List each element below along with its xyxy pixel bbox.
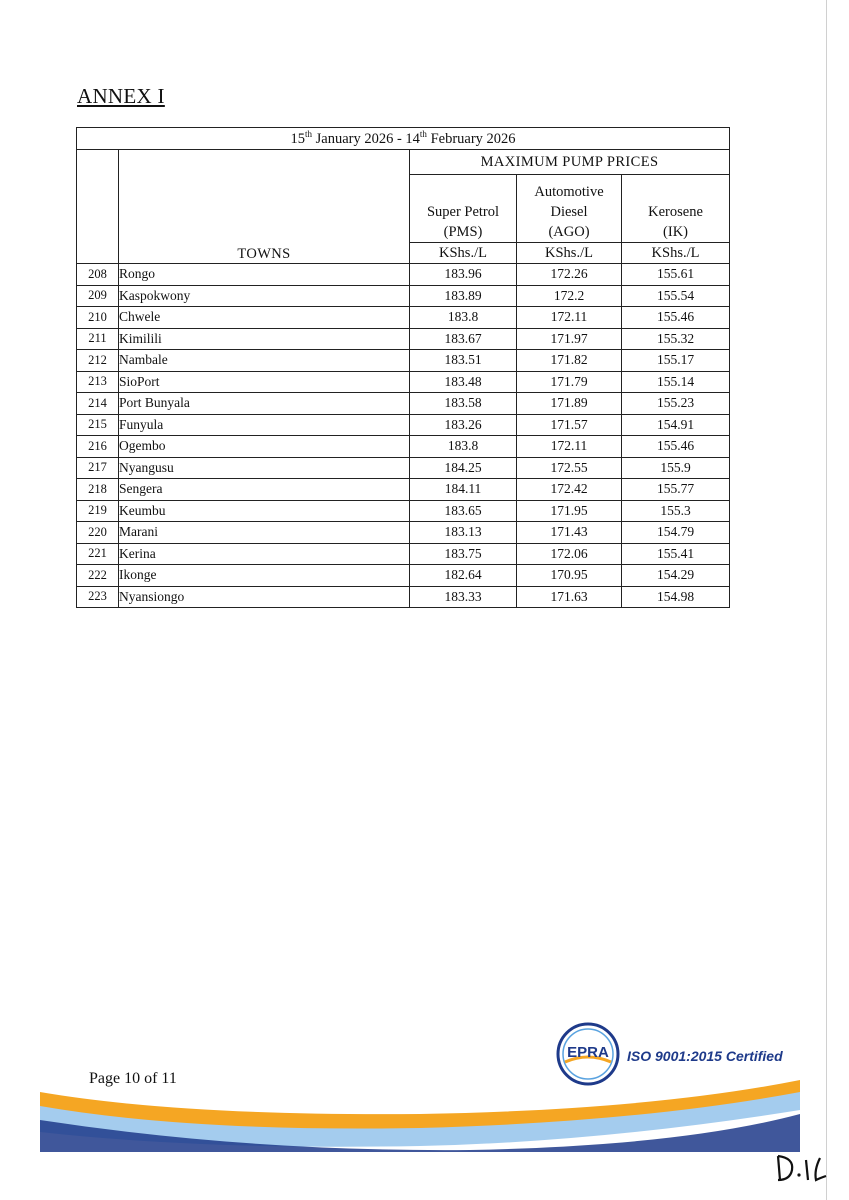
ik-unit: KShs./L (622, 243, 730, 264)
ik-price: 155.9 (622, 457, 730, 479)
row-number: 209 (77, 285, 119, 307)
ik-price: 154.98 (622, 586, 730, 608)
town-name: Port Bunyala (119, 393, 410, 415)
annex-heading: ANNEX I (77, 84, 165, 108)
pms-price: 183.33 (410, 586, 517, 608)
town-name: Ikonge (119, 565, 410, 587)
logo-text: EPRA (567, 1044, 609, 1061)
row-number: 218 (77, 479, 119, 501)
ik-price: 155.46 (622, 436, 730, 458)
ik-price: 155.32 (622, 328, 730, 350)
ik-price: 155.41 (622, 543, 730, 565)
table-row (77, 414, 730, 436)
pms-price: 184.25 (410, 457, 517, 479)
town-name: Kerina (119, 543, 410, 565)
row-number: 216 (77, 436, 119, 458)
pms-price: 183.48 (410, 371, 517, 393)
ago-price: 172.11 (517, 307, 622, 329)
row-number: 221 (77, 543, 119, 565)
row-number: 214 (77, 393, 119, 415)
ago-price: 171.63 (517, 586, 622, 608)
town-name: Funyula (119, 414, 410, 436)
row-number: 212 (77, 350, 119, 372)
handwritten-initials (772, 1150, 832, 1186)
row-number: 220 (77, 522, 119, 544)
ago-price: 171.43 (517, 522, 622, 544)
iso-certification: ISO 9001:2015 Certified (627, 1048, 783, 1064)
towns-header: TOWNS (119, 150, 410, 264)
ik-price: 154.91 (622, 414, 730, 436)
town-name: Chwele (119, 307, 410, 329)
ik-price: 155.54 (622, 285, 730, 307)
pms-price: 183.51 (410, 350, 517, 372)
row-number: 213 (77, 371, 119, 393)
ago-price: 172.06 (517, 543, 622, 565)
pms-price: 183.26 (410, 414, 517, 436)
town-name: Ogembo (119, 436, 410, 458)
ik-price: 155.23 (622, 393, 730, 415)
row-number: 217 (77, 457, 119, 479)
row-number: 211 (77, 328, 119, 350)
pms-price: 183.13 (410, 522, 517, 544)
pms-price: 182.64 (410, 565, 517, 587)
ago-price: 172.2 (517, 285, 622, 307)
ago-column-header: Automotive Diesel (AGO) (517, 175, 622, 243)
ago-price: 171.82 (517, 350, 622, 372)
ik-price: 155.46 (622, 307, 730, 329)
town-name: Nambale (119, 350, 410, 372)
ago-price: 172.26 (517, 264, 622, 286)
town-name: SioPort (119, 371, 410, 393)
row-number: 210 (77, 307, 119, 329)
ago-price: 171.97 (517, 328, 622, 350)
pms-price: 184.11 (410, 479, 517, 501)
town-name: Marani (119, 522, 410, 544)
town-name: Nyansiongo (119, 586, 410, 608)
pms-price: 183.96 (410, 264, 517, 286)
pms-price: 183.65 (410, 500, 517, 522)
pms-price: 183.75 (410, 543, 517, 565)
ago-price: 172.42 (517, 479, 622, 501)
town-name: Nyangusu (119, 457, 410, 479)
ik-price: 154.29 (622, 565, 730, 587)
pms-price: 183.67 (410, 328, 517, 350)
ago-price: 171.57 (517, 414, 622, 436)
table-row (77, 565, 730, 587)
table-row (77, 285, 730, 307)
table-row (77, 522, 730, 544)
pms-price: 183.89 (410, 285, 517, 307)
pms-price: 183.8 (410, 436, 517, 458)
table-row (77, 479, 730, 501)
table-row (77, 393, 730, 415)
ago-price: 171.79 (517, 371, 622, 393)
table-row (77, 264, 730, 286)
ik-price: 155.3 (622, 500, 730, 522)
pms-price: 183.58 (410, 393, 517, 415)
table-row (77, 543, 730, 565)
period-header: 15th January 2026 - 14th February 2026 (77, 128, 730, 150)
ago-price: 171.89 (517, 393, 622, 415)
ago-price: 172.11 (517, 436, 622, 458)
row-number: 222 (77, 565, 119, 587)
ik-price: 155.17 (622, 350, 730, 372)
town-name: Sengera (119, 479, 410, 501)
pump-prices-table (76, 127, 730, 608)
ik-price: 155.61 (622, 264, 730, 286)
ago-price: 171.95 (517, 500, 622, 522)
table-row (77, 328, 730, 350)
town-name: Kimilili (119, 328, 410, 350)
page-number: Page 10 of 11 (89, 1070, 177, 1087)
pms-column-header: Super Petrol (PMS) (410, 175, 517, 243)
row-number: 215 (77, 414, 119, 436)
number-column-header (77, 150, 119, 264)
row-number: 208 (77, 264, 119, 286)
table-row (77, 457, 730, 479)
row-number: 219 (77, 500, 119, 522)
table-row (77, 350, 730, 372)
row-number: 223 (77, 586, 119, 608)
ik-price: 154.79 (622, 522, 730, 544)
ago-price: 170.95 (517, 565, 622, 587)
table-row (77, 371, 730, 393)
town-name: Rongo (119, 264, 410, 286)
town-name: Kaspokwony (119, 285, 410, 307)
town-name: Keumbu (119, 500, 410, 522)
ago-unit: KShs./L (517, 243, 622, 264)
pms-price: 183.8 (410, 307, 517, 329)
ago-price: 172.55 (517, 457, 622, 479)
ik-column-header: Kerosene (IK) (622, 175, 730, 243)
table-row (77, 307, 730, 329)
pms-unit: KShs./L (410, 243, 517, 264)
table-row (77, 586, 730, 608)
page-edge-line (826, 0, 827, 1200)
max-pump-prices-header: MAXIMUM PUMP PRICES (410, 150, 730, 175)
ik-price: 155.14 (622, 371, 730, 393)
table-row (77, 500, 730, 522)
footer-wave (0, 1070, 849, 1160)
ik-price: 155.77 (622, 479, 730, 501)
table-row (77, 436, 730, 458)
